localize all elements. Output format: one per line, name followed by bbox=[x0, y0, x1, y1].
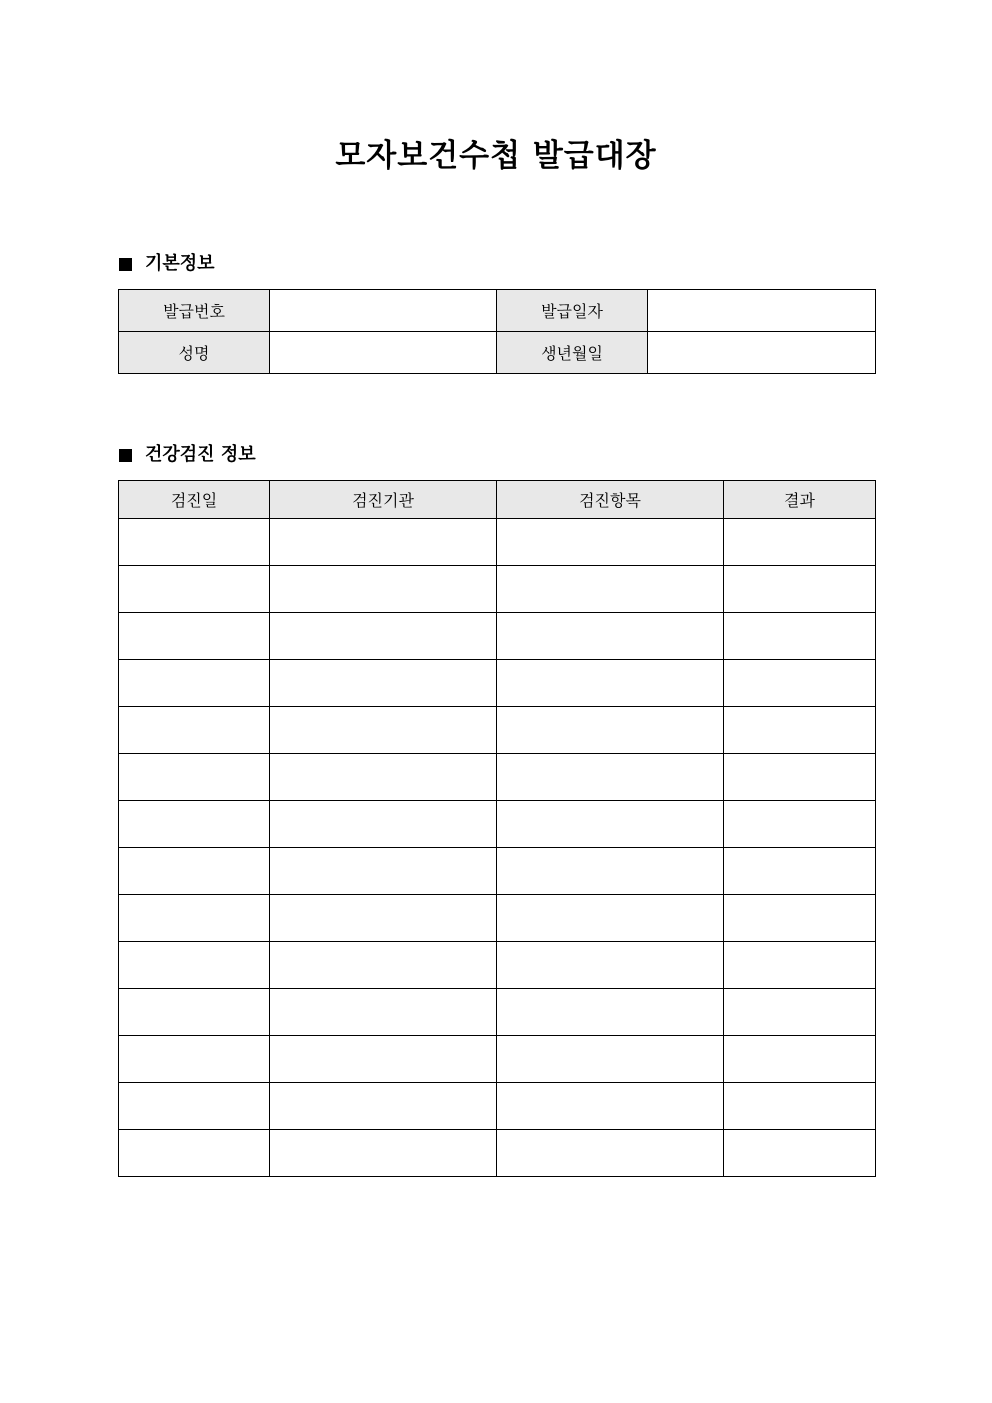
exam-items-cell[interactable] bbox=[497, 566, 724, 613]
exam-institution-cell[interactable] bbox=[270, 519, 497, 566]
health-exam-heading-label: 건강검진 정보 bbox=[145, 444, 256, 465]
result-cell[interactable] bbox=[724, 1130, 876, 1177]
result-cell[interactable] bbox=[724, 895, 876, 942]
birth-date-label: 생년월일 bbox=[497, 332, 648, 374]
table-row bbox=[119, 942, 876, 989]
exam-date-cell[interactable] bbox=[119, 566, 270, 613]
exam-institution-cell[interactable] bbox=[270, 942, 497, 989]
exam-date-cell[interactable] bbox=[119, 848, 270, 895]
exam-items-cell[interactable] bbox=[497, 989, 724, 1036]
exam-institution-cell[interactable] bbox=[270, 613, 497, 660]
result-cell[interactable] bbox=[724, 707, 876, 754]
exam-items-cell[interactable] bbox=[497, 1083, 724, 1130]
table-row bbox=[119, 754, 876, 801]
exam-items-cell[interactable] bbox=[497, 848, 724, 895]
result-cell[interactable] bbox=[724, 1036, 876, 1083]
table-row bbox=[119, 895, 876, 942]
page-title: 모자보건수첩 발급대장 bbox=[335, 138, 657, 174]
basic-info-table bbox=[118, 289, 876, 374]
table-row bbox=[119, 801, 876, 848]
result-cell[interactable] bbox=[724, 801, 876, 848]
exam-date-cell[interactable] bbox=[119, 942, 270, 989]
exam-institution-cell[interactable] bbox=[270, 989, 497, 1036]
exam-date-cell[interactable] bbox=[119, 660, 270, 707]
health-exam-header-row bbox=[119, 481, 876, 519]
column-header-exam-date: 검진일 bbox=[119, 481, 270, 519]
issue-date-label: 발급일자 bbox=[497, 290, 648, 332]
result-cell[interactable] bbox=[724, 848, 876, 895]
table-row bbox=[119, 1130, 876, 1177]
exam-items-cell[interactable] bbox=[497, 1130, 724, 1177]
basic-info-row bbox=[119, 332, 876, 374]
exam-institution-cell[interactable] bbox=[270, 1130, 497, 1177]
table-row bbox=[119, 660, 876, 707]
exam-items-cell[interactable] bbox=[497, 754, 724, 801]
result-cell[interactable] bbox=[724, 942, 876, 989]
table-row bbox=[119, 566, 876, 613]
table-row bbox=[119, 707, 876, 754]
exam-items-cell[interactable] bbox=[497, 942, 724, 989]
name-field[interactable] bbox=[270, 332, 497, 374]
exam-date-cell[interactable] bbox=[119, 707, 270, 754]
result-cell[interactable] bbox=[724, 1083, 876, 1130]
exam-date-cell[interactable] bbox=[119, 519, 270, 566]
table-row bbox=[119, 1036, 876, 1083]
birth-date-field[interactable] bbox=[648, 332, 876, 374]
bullet-square-icon bbox=[119, 449, 132, 462]
table-row bbox=[119, 848, 876, 895]
exam-institution-cell[interactable] bbox=[270, 1083, 497, 1130]
exam-date-cell[interactable] bbox=[119, 1036, 270, 1083]
exam-date-cell[interactable] bbox=[119, 1130, 270, 1177]
exam-institution-cell[interactable] bbox=[270, 1036, 497, 1083]
exam-date-cell[interactable] bbox=[119, 895, 270, 942]
table-row bbox=[119, 1083, 876, 1130]
issue-date-field[interactable] bbox=[648, 290, 876, 332]
exam-items-cell[interactable] bbox=[497, 707, 724, 754]
result-cell[interactable] bbox=[724, 660, 876, 707]
column-header-result: 결과 bbox=[724, 481, 876, 519]
table-row bbox=[119, 613, 876, 660]
column-header-exam-institution: 검진기관 bbox=[270, 481, 497, 519]
table-row bbox=[119, 519, 876, 566]
bullet-square-icon bbox=[119, 258, 132, 271]
exam-institution-cell[interactable] bbox=[270, 895, 497, 942]
exam-items-cell[interactable] bbox=[497, 613, 724, 660]
result-cell[interactable] bbox=[724, 613, 876, 660]
result-cell[interactable] bbox=[724, 566, 876, 613]
exam-institution-cell[interactable] bbox=[270, 848, 497, 895]
exam-institution-cell[interactable] bbox=[270, 801, 497, 848]
result-cell[interactable] bbox=[724, 519, 876, 566]
issue-number-field[interactable] bbox=[270, 290, 497, 332]
exam-date-cell[interactable] bbox=[119, 1083, 270, 1130]
exam-institution-cell[interactable] bbox=[270, 707, 497, 754]
result-cell[interactable] bbox=[724, 754, 876, 801]
exam-date-cell[interactable] bbox=[119, 801, 270, 848]
basic-info-heading-label: 기본정보 bbox=[145, 253, 215, 274]
exam-items-cell[interactable] bbox=[497, 895, 724, 942]
basic-info-heading bbox=[119, 252, 215, 276]
table-row bbox=[119, 989, 876, 1036]
basic-info-row bbox=[119, 290, 876, 332]
exam-institution-cell[interactable] bbox=[270, 566, 497, 613]
exam-institution-cell[interactable] bbox=[270, 660, 497, 707]
exam-items-cell[interactable] bbox=[497, 660, 724, 707]
health-exam-heading bbox=[119, 443, 256, 467]
exam-institution-cell[interactable] bbox=[270, 754, 497, 801]
exam-items-cell[interactable] bbox=[497, 801, 724, 848]
exam-items-cell[interactable] bbox=[497, 1036, 724, 1083]
issue-number-label: 발급번호 bbox=[119, 290, 270, 332]
exam-items-cell[interactable] bbox=[497, 519, 724, 566]
name-label: 성명 bbox=[119, 332, 270, 374]
health-exam-table bbox=[118, 480, 876, 1177]
column-header-exam-items: 검진항목 bbox=[497, 481, 724, 519]
result-cell[interactable] bbox=[724, 989, 876, 1036]
exam-date-cell[interactable] bbox=[119, 613, 270, 660]
exam-date-cell[interactable] bbox=[119, 989, 270, 1036]
exam-date-cell[interactable] bbox=[119, 754, 270, 801]
